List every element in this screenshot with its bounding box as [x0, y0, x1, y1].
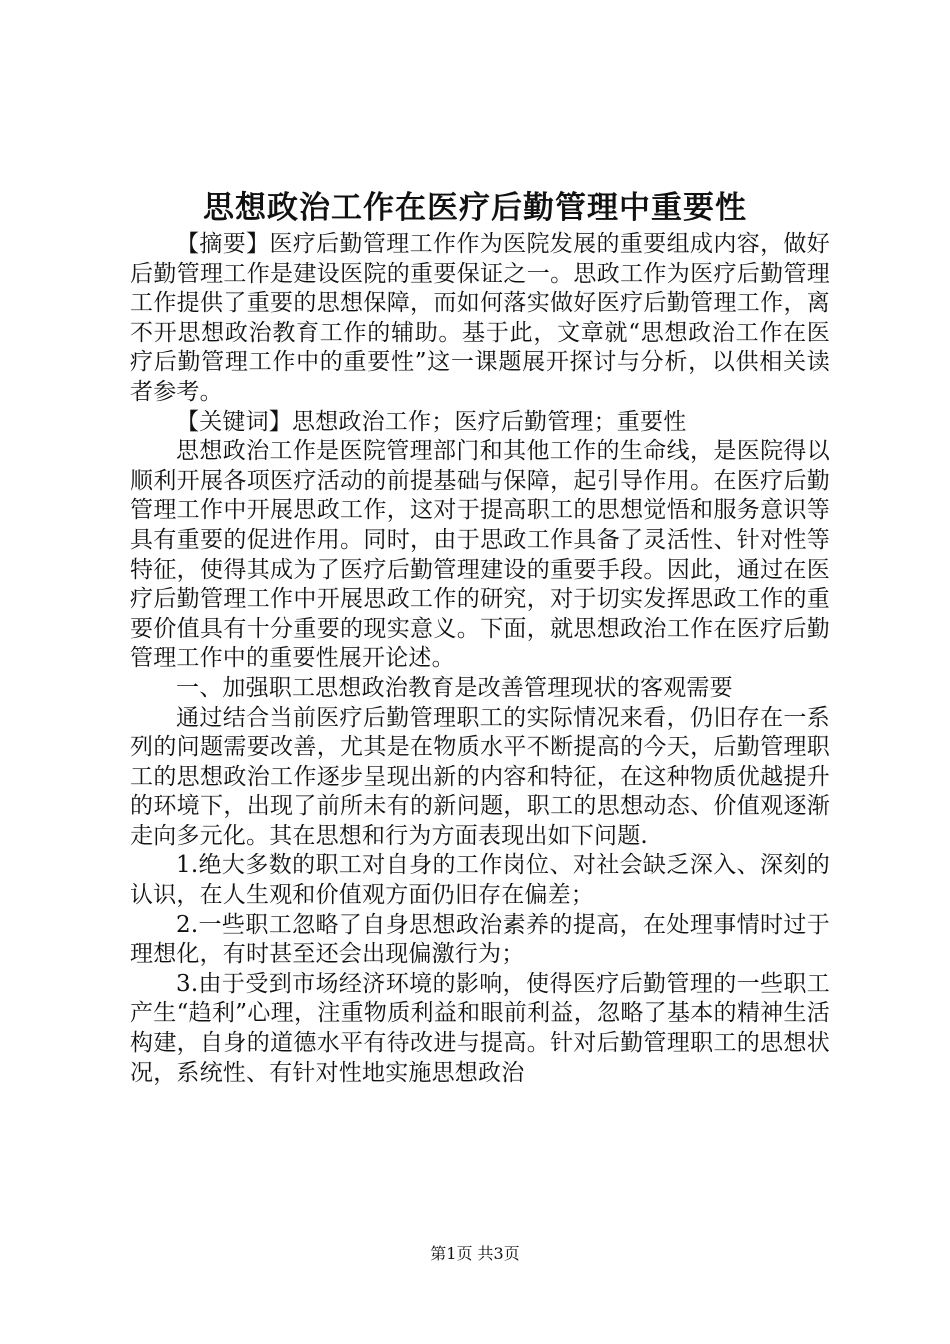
list-item-1: 1.绝大多数的职工对自身的工作岗位、对社会缺乏深入、深刻的认识，在人生观和价值观方面仍旧存在偏差； [130, 852, 830, 909]
list-item-3: 3.由于受到市场经济环境的影响，使得医疗后勤管理的一些职工产生“趋利”心理，注重物质利益和眼前利益，忽略了基本的精神生活构建，自身的道德水平有待改进与提高。针对后勤管理职工的思想状况，系统性、有针对性地实施思想政治 [130, 970, 830, 1086]
keywords-paragraph: 【关键词】思想政治工作；医疗后勤管理；重要性 [176, 408, 687, 435]
abstract-paragraph: 【摘要】医疗后勤管理工作作为医院发展的重要组成内容，做好后勤管理工作是建设医院的重要保证之一。思政工作为医疗后勤管理工作提供了重要的思想保障，而如何落实做好医疗后勤管理工作，离不开思想政治教育工作的辅助。基于此，文章就“思想政治工作在医疗后勤管理工作中的重要性”这一课题展开探讨与分析，以供相关读者参考。 [130, 231, 830, 405]
document-title: 思想政治工作在医疗后勤管理中重要性 [203, 190, 747, 226]
intro-paragraph: 思想政治工作是医院管理部门和其他工作的生命线，是医院得以顺利开展各项医疗活动的前提基础与保障，起引导作用。在医疗后勤管理工作中开展思政工作，这对于提高职工的思想觉悟和服务意识等具有重要的促进作用。同时，由于思政工作具备了灵活性、针对性等特征，使得其成为了医疗后勤管理建设的重要手段。因此，通过在医疗后勤管理工作中开展思政工作的研究，对于切实发挥思政工作的重要价值具有十分重要的现实意义。下面，就思想政治工作在医疗后勤管理工作中的重要性展开论述。 [130, 438, 830, 672]
list-item-2: 2.一些职工忽略了自身思想政治素养的提高，在处理事情时过于理想化，有时甚至还会出现偏激行为； [130, 911, 830, 968]
page-footer: 第1页 共3页 [430, 1244, 520, 1263]
document-body [130, 230, 830, 1088]
section-paragraph: 通过结合当前医疗后勤管理职工的实际情况来看，仍旧存在一系列的问题需要改善，尤其是在物质水平不断提高的今天，后勤管理职工的思想政治工作逐步呈现出新的内容和特征，在这种物质优越提升的环境下，出现了前所未有的新问题，职工的思想动态、价值观逐渐走向多元化。其在思想和行为方面表现出如下问题. [130, 704, 830, 849]
section-heading: 一、加强职工思想政治教育是改善管理现状的客观需要 [176, 674, 733, 701]
